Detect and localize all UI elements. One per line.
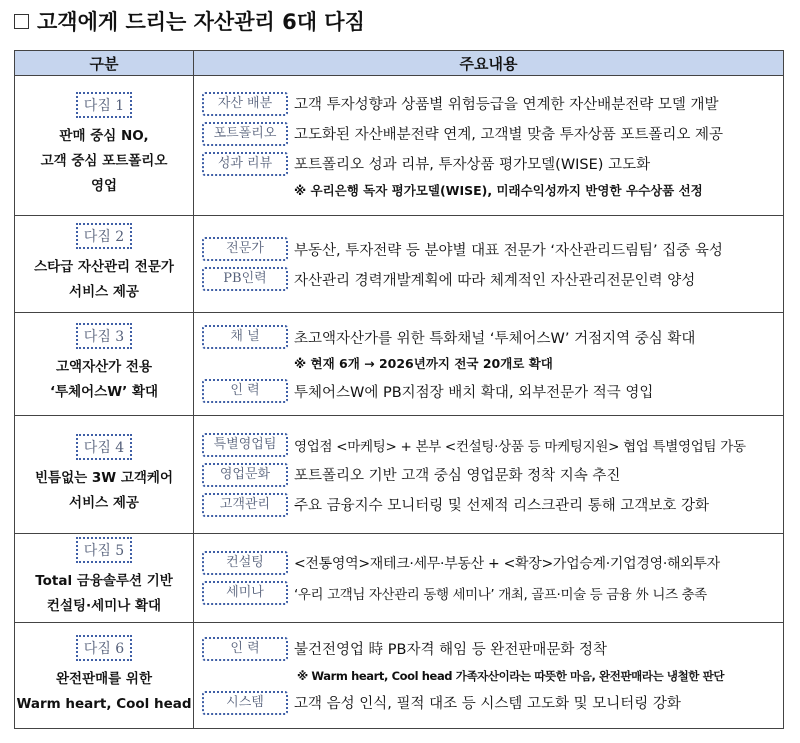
- item-text: 투체어스W에 PB지점장 배치 확대, 외부전문가 적극 영입: [294, 384, 654, 401]
- pledge-badge: 다짐 5: [76, 537, 132, 563]
- content-cell: [194, 416, 784, 534]
- item-text: 고객 음성 인식, 필적 대조 등 시스템 고도화 및 모니터링 강화: [294, 696, 681, 712]
- category-line: 스타급 자산관리 전문가: [34, 259, 174, 275]
- list-item: [202, 89, 775, 119]
- list-item: [202, 490, 775, 520]
- item-text: 포트폴리오 성과 리뷰, 투자상품 평가모델(WISE) 고도화: [294, 157, 651, 173]
- item-tag: 특별영업팀: [202, 433, 288, 457]
- note: ※ 우리은행 독자 평가모델(WISE), 미래수익성까지 반영한 우수상품 선정: [294, 182, 703, 198]
- item-tag: 세미나: [202, 581, 288, 605]
- item-tag: PB인력: [202, 267, 288, 291]
- item-tag: 인 력: [202, 637, 288, 661]
- category-cell: [15, 534, 194, 623]
- category-line: 컨설팅·세미나 확대: [46, 598, 162, 614]
- pledge-badge: 다짐 3: [76, 323, 132, 349]
- category-line: 고액자산가 전용: [56, 359, 152, 375]
- category-line: 서비스 제공: [69, 494, 139, 511]
- table-row: [15, 313, 784, 416]
- item-text: 고객 투자성향과 상품별 위험등급을 연계한 자산배분전략 모델 개발: [294, 97, 719, 113]
- category-cell: [15, 623, 194, 729]
- pledge-badge: 다짐 6: [76, 635, 132, 661]
- list-item: [202, 322, 775, 352]
- item-tag: 시스템: [202, 691, 288, 715]
- table-row: [15, 534, 784, 623]
- pledges-table: [14, 50, 784, 729]
- list-item: [202, 578, 775, 608]
- note: ※ 현재 6개 → 2026년까지 전국 20개로 확대: [294, 356, 553, 371]
- list-item: [202, 234, 775, 264]
- item-text: 포트폴리오 기반 고객 중심 영업문화 정착 지속 추진: [294, 468, 621, 484]
- category-cell: [15, 416, 194, 534]
- list-item: [202, 634, 775, 664]
- item-tag: 자산 배분: [202, 92, 288, 116]
- category-line: Warm heart, Cool head: [16, 695, 192, 712]
- category-line: 완전판매를 위한: [56, 670, 152, 687]
- content-cell: [194, 534, 784, 623]
- category-cell: [15, 216, 194, 313]
- header-content: 주요내용: [194, 51, 784, 76]
- table-row: [15, 76, 784, 216]
- item-tag: 인 력: [202, 379, 288, 403]
- category-cell: [15, 313, 194, 416]
- item-text: 초고액자산가를 위한 특화채널 ‘투체어스W’ 거점지역 중심 확대: [294, 330, 696, 347]
- table-header: [15, 51, 784, 76]
- item-tag: 포트폴리오: [202, 122, 288, 146]
- item-tag: 컨설팅: [202, 551, 288, 575]
- header-category: 구분: [15, 51, 194, 76]
- item-text: 부동산, 투자전략 등 분야별 대표 전문가 ‘자산관리드림팀’ 집중 육성: [294, 242, 723, 259]
- category-line: 서비스 제공: [69, 284, 139, 300]
- item-tag: 고객관리: [202, 493, 288, 517]
- pledge-badge: 다짐 2: [76, 223, 132, 249]
- category-line: ‘투체어스W’ 확대: [49, 384, 159, 400]
- list-item: [202, 688, 775, 718]
- list-item: [202, 460, 775, 490]
- category-line: 고객 중심 포트폴리오: [40, 153, 168, 169]
- item-tag: 채 널: [202, 325, 288, 349]
- list-item: [202, 376, 775, 406]
- pledge-badge: 다짐 4: [76, 434, 132, 460]
- list-item: [202, 548, 775, 578]
- item-text: 고도화된 자산배분전략 연계, 고객별 맞춤 투자상품 포트폴리오 제공: [294, 127, 724, 143]
- content-cell: [194, 216, 784, 313]
- title-text: 고객에게 드리는 자산관리 6대 다짐: [37, 10, 365, 34]
- category-line: 빈틈없는 3W 고객케어: [34, 469, 173, 486]
- category-line: 영업: [90, 178, 118, 194]
- table-row: [15, 623, 784, 729]
- item-text: 자산관리 경력개발계획에 따라 체계적인 자산관리전문인력 양성: [294, 272, 696, 289]
- pledge-badge: 다짐 1: [76, 92, 132, 118]
- page-title: [14, 6, 365, 36]
- item-text: 주요 금융지수 모니터링 및 선제적 리스크관리 통해 고객보호 강화: [294, 498, 710, 514]
- list-item: [202, 119, 775, 149]
- square-bullet-icon: [14, 14, 29, 29]
- category-line: 판매 중심 NO,: [59, 128, 149, 144]
- item-tag: 전문가: [202, 237, 288, 261]
- list-item: [202, 264, 775, 294]
- item-text: 불건전영업 時 PB자격 해임 등 완전판매문화 정착: [294, 642, 607, 658]
- list-item: [202, 149, 775, 179]
- content-cell: [194, 313, 784, 416]
- item-text: ‘우리 고객님 자산관리 동행 세미나’ 개최, 골프·미술 등 금융 外 니즈 충족: [294, 587, 707, 603]
- category-cell: [15, 76, 194, 216]
- table-row: [15, 216, 784, 313]
- note: ※ Warm heart, Cool head 가족자산이라는 따뜻한 마음, 완전판매라는 냉철한 판단: [297, 668, 725, 683]
- item-tag: 성과 리뷰: [202, 152, 288, 176]
- list-item: [202, 430, 775, 460]
- item-text: <전통영역>재테크·세무·부동산 + <확장>가업승계·기업경영·해외투자: [294, 556, 720, 572]
- table-row: [15, 416, 784, 534]
- content-cell: [194, 623, 784, 729]
- category-line: Total 금융솔루션 기반: [35, 573, 173, 589]
- item-tag: 영업문화: [202, 463, 288, 487]
- item-text: 영업점 <마케팅> + 본부 <컨설팅·상품 등 마케팅지원> 협업 특별영업팀 가동: [294, 438, 746, 455]
- content-cell: [194, 76, 784, 216]
